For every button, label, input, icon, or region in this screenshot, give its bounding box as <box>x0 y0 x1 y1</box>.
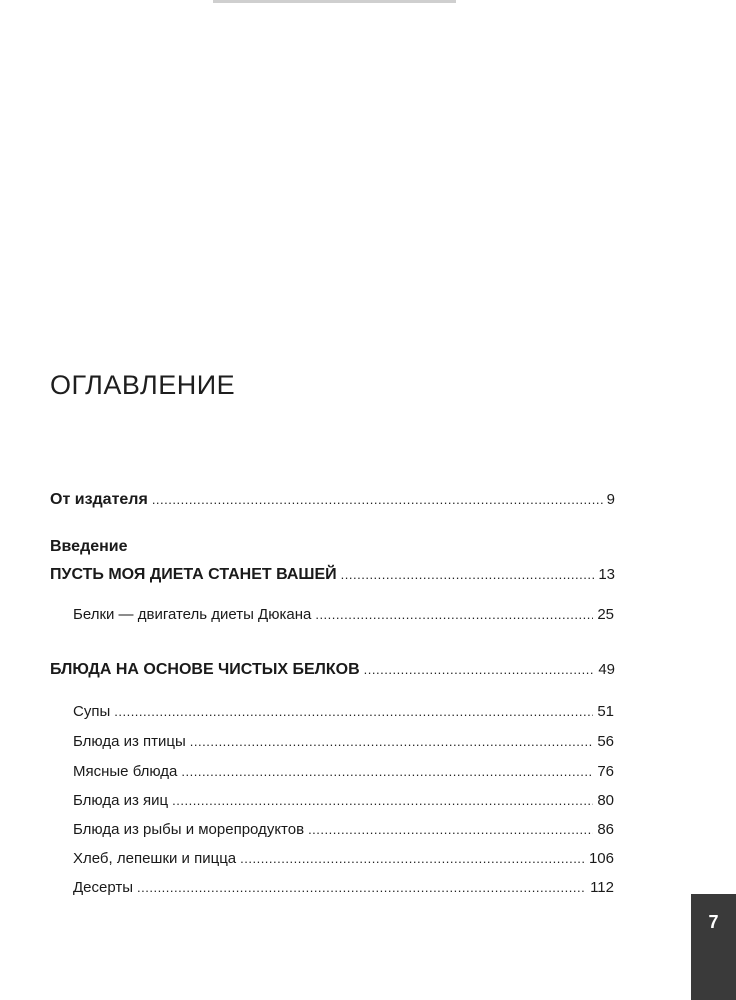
dot-leader <box>114 704 593 719</box>
dot-leader <box>137 880 586 895</box>
dot-leader <box>190 734 594 749</box>
toc-entry-page: 76 <box>597 763 614 780</box>
toc-entry[interactable] <box>50 491 615 509</box>
toc-entry-title: От издателя <box>50 491 148 508</box>
toc-entry-page: 112 <box>590 879 614 896</box>
toc-entry-title: Супы <box>73 703 111 720</box>
toc-entry[interactable] <box>50 661 615 679</box>
dot-leader <box>152 492 603 507</box>
toc-entry[interactable] <box>73 703 614 720</box>
toc-entry-page: 13 <box>598 566 615 583</box>
toc-entry-page: 106 <box>588 850 614 867</box>
dot-leader <box>315 607 593 622</box>
toc-entry-title: ПУСТЬ МОЯ ДИЕТА СТАНЕТ ВАШЕЙ <box>50 566 337 583</box>
dot-leader <box>308 822 593 837</box>
toc-entry-title: БЛЮДА НА ОСНОВЕ ЧИСТЫХ БЕЛКОВ <box>50 661 360 678</box>
dot-leader <box>364 662 595 677</box>
top-rule <box>213 0 456 3</box>
toc-entry-page: 86 <box>597 821 614 838</box>
page-title: ОГЛАВЛЕНИЕ <box>50 370 236 400</box>
toc-entry-page: 25 <box>597 606 614 623</box>
toc-entry-page: 9 <box>606 491 615 508</box>
toc-entry-title: Десерты <box>73 879 134 896</box>
dot-leader <box>181 764 593 779</box>
dot-leader <box>341 567 595 582</box>
toc-entry[interactable] <box>73 763 614 780</box>
toc-entry[interactable] <box>73 821 614 838</box>
toc-entry[interactable] <box>73 792 614 809</box>
toc-entry-title: Блюда из птицы <box>73 733 186 750</box>
toc-entry-page: 49 <box>598 661 615 678</box>
toc-entry[interactable] <box>73 733 614 750</box>
page-number: 7 <box>708 912 719 932</box>
page-number-tab <box>691 894 736 1000</box>
toc-entry-page: 56 <box>597 733 614 750</box>
toc-entry[interactable] <box>73 606 614 623</box>
toc-entry-page: 51 <box>597 703 614 720</box>
section-label: Введение <box>50 538 128 555</box>
toc-entry-title: Блюда из рыбы и морепродуктов <box>73 821 305 838</box>
dot-leader <box>172 793 593 808</box>
toc-entry[interactable] <box>73 850 614 867</box>
toc-entry[interactable] <box>73 879 614 896</box>
toc-entry[interactable] <box>50 566 615 584</box>
toc-entry-title: Белки — двигатель диеты Дюкана <box>73 606 312 623</box>
toc-entry-title: Блюда из яиц <box>73 792 169 809</box>
toc-entry-title: Хлеб, лепешки и пицца <box>73 850 237 867</box>
toc-entry-title: Мясные блюда <box>73 763 178 780</box>
dot-leader <box>240 851 585 866</box>
toc-entry-page: 80 <box>597 792 614 809</box>
